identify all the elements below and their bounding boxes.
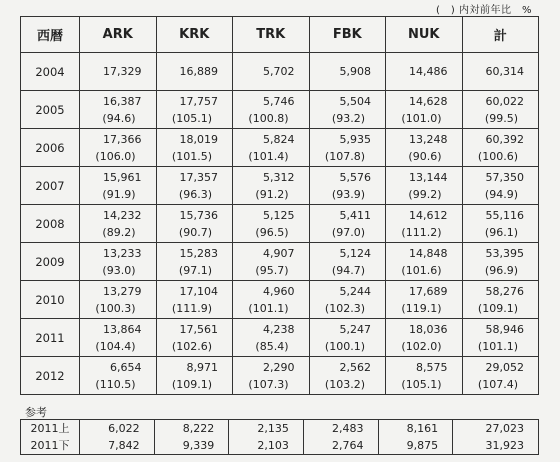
cell-value: 14,612	[409, 208, 448, 222]
cell-percent: (102.0)	[401, 339, 442, 353]
value-cell	[462, 357, 539, 395]
year-cell: 2004	[21, 53, 80, 91]
reference-value: 2,103	[257, 439, 289, 452]
header-trk: TRK	[233, 17, 310, 53]
cell-percent: (109.1)	[171, 377, 212, 391]
value-cell	[80, 319, 157, 357]
value-cell	[386, 281, 463, 319]
reference-table	[20, 419, 539, 455]
cell-percent: (96.9)	[484, 263, 518, 277]
header-row	[21, 17, 539, 53]
cell-value: 14,628	[409, 94, 448, 108]
cell-value: 17,689	[409, 284, 448, 298]
reference-value: 31,923	[485, 439, 524, 452]
cell-value: 58,276	[485, 284, 524, 298]
reference-value: 7,842	[108, 439, 140, 452]
cell-percent: (102.3)	[324, 301, 365, 315]
value-cell	[309, 91, 386, 129]
data-table	[20, 16, 539, 395]
year-cell: 2006	[21, 129, 80, 167]
value-cell	[80, 53, 157, 91]
reference-value: 9,875	[406, 439, 439, 452]
cell-percent: (107.4)	[477, 377, 518, 391]
reference-label: 参考	[25, 406, 47, 419]
cell-percent: (93.0)	[102, 263, 136, 277]
year-cell: 2010	[21, 281, 80, 319]
cell-percent: (101.4)	[248, 149, 289, 163]
value-cell	[233, 281, 310, 319]
cell-percent: (100.1)	[324, 339, 365, 353]
cell-value: 13,144	[409, 170, 448, 184]
cell-percent: (107.3)	[248, 377, 289, 391]
cell-percent: (110.5)	[95, 377, 136, 391]
cell-value: 17,561	[179, 322, 218, 336]
cell-value: 5,247	[339, 322, 371, 336]
cell-percent: (105.1)	[171, 111, 212, 125]
cell-percent: (90.7)	[178, 225, 212, 239]
reference-value: 8,222	[182, 422, 215, 435]
reference-cell-total	[453, 420, 539, 455]
value-cell	[233, 205, 310, 243]
table-row	[21, 243, 539, 281]
value-cell	[233, 167, 310, 205]
cell-value: 14,486	[409, 65, 448, 78]
cell-value: 2,290	[263, 360, 295, 374]
cell-value: 60,392	[485, 132, 524, 146]
value-cell	[462, 53, 539, 91]
cell-percent: (93.2)	[331, 111, 365, 125]
cell-value: 15,961	[103, 170, 142, 184]
cell-value: 17,357	[179, 170, 218, 184]
cell-value: 5,312	[263, 170, 295, 184]
reference-row	[21, 420, 539, 455]
reference-value: 2,483	[332, 422, 364, 435]
table-row	[21, 205, 539, 243]
header-year: 西暦	[21, 17, 80, 53]
reference-period: 2011下	[30, 439, 70, 452]
cell-value: 17,104	[179, 284, 218, 298]
cell-value: 4,960	[263, 284, 295, 298]
value-cell	[156, 205, 233, 243]
cell-percent: (94.7)	[331, 263, 365, 277]
cell-percent: (91.9)	[102, 187, 136, 201]
value-cell	[156, 167, 233, 205]
cell-percent: (101.0)	[401, 111, 442, 125]
cell-percent: (91.2)	[255, 187, 289, 201]
value-cell	[462, 167, 539, 205]
table-row	[21, 167, 539, 205]
cell-value: 5,746	[263, 94, 295, 108]
header-nuk: NUK	[386, 17, 463, 53]
table-row	[21, 319, 539, 357]
year-cell: 2011	[21, 319, 80, 357]
header-total: 計	[462, 17, 539, 53]
cell-percent: (97.0)	[331, 225, 365, 239]
value-cell	[462, 205, 539, 243]
value-cell	[309, 129, 386, 167]
reference-cell-ark	[80, 420, 155, 455]
cell-value: 14,232	[103, 208, 142, 222]
year-cell: 2008	[21, 205, 80, 243]
cell-percent: (97.1)	[178, 263, 212, 277]
cell-value: 18,019	[179, 132, 218, 146]
reference-cell-trk	[229, 420, 304, 455]
cell-percent: (100.6)	[477, 149, 518, 163]
cell-percent: (100.8)	[248, 111, 289, 125]
cell-percent: (119.1)	[401, 301, 442, 315]
table-row	[21, 129, 539, 167]
reference-value: 2,764	[332, 439, 364, 452]
value-cell	[386, 205, 463, 243]
value-cell	[80, 129, 157, 167]
cell-percent: (93.9)	[331, 187, 365, 201]
cell-value: 29,052	[485, 360, 524, 374]
reference-value: 2,135	[257, 422, 289, 435]
value-cell	[233, 319, 310, 357]
value-cell	[233, 357, 310, 395]
cell-value: 5,824	[263, 132, 295, 146]
value-cell	[233, 91, 310, 129]
cell-value: 5,124	[339, 246, 371, 260]
cell-value: 5,702	[263, 65, 295, 78]
cell-value: 18,036	[409, 322, 448, 336]
cell-value: 6,654	[110, 360, 142, 374]
cell-value: 4,238	[263, 322, 295, 336]
cell-percent: (109.1)	[477, 301, 518, 315]
header-krk: KRK	[156, 17, 233, 53]
cell-percent: (100.3)	[95, 301, 136, 315]
cell-value: 58,946	[485, 322, 524, 336]
value-cell	[156, 53, 233, 91]
value-cell	[80, 167, 157, 205]
value-cell	[386, 129, 463, 167]
cell-percent: (96.3)	[178, 187, 212, 201]
cell-value: 13,864	[103, 322, 142, 336]
value-cell	[80, 91, 157, 129]
cell-value: 17,757	[179, 94, 218, 108]
cell-value: 60,314	[485, 65, 524, 78]
value-cell	[156, 129, 233, 167]
cell-percent: (95.7)	[255, 263, 289, 277]
value-cell	[462, 243, 539, 281]
year-cell: 2007	[21, 167, 80, 205]
cell-value: 5,576	[339, 170, 371, 184]
value-cell	[156, 357, 233, 395]
cell-percent: (90.6)	[408, 149, 442, 163]
cell-percent: (111.9)	[171, 301, 212, 315]
value-cell	[386, 53, 463, 91]
value-cell	[386, 167, 463, 205]
percent-note: ( ) 内対前年比 %	[436, 5, 532, 16]
cell-value: 5,411	[339, 208, 371, 222]
reference-value: 27,023	[485, 422, 524, 435]
reference-period-cell	[21, 420, 80, 455]
cell-percent: (101.1)	[248, 301, 289, 315]
cell-value: 5,504	[339, 94, 371, 108]
cell-value: 14,848	[409, 246, 448, 260]
reference-cell-fbk	[303, 420, 378, 455]
cell-percent: (96.1)	[484, 225, 518, 239]
cell-percent: (101.1)	[477, 339, 518, 353]
cell-percent: (101.5)	[171, 149, 212, 163]
cell-value: 5,125	[263, 208, 295, 222]
value-cell	[233, 243, 310, 281]
cell-percent: (89.2)	[102, 225, 136, 239]
value-cell	[386, 357, 463, 395]
reference-value: 9,339	[182, 439, 215, 452]
value-cell	[462, 129, 539, 167]
cell-percent: (106.0)	[95, 149, 136, 163]
value-cell	[156, 281, 233, 319]
cell-value: 17,366	[103, 132, 142, 146]
value-cell	[462, 281, 539, 319]
value-cell	[309, 243, 386, 281]
cell-percent: (111.2)	[401, 225, 442, 239]
cell-value: 16,387	[103, 94, 142, 108]
value-cell	[309, 167, 386, 205]
cell-value: 13,279	[103, 284, 142, 298]
year-cell: 2005	[21, 91, 80, 129]
reference-cell-krk	[154, 420, 229, 455]
cell-value: 13,233	[103, 246, 142, 260]
value-cell	[309, 357, 386, 395]
year-cell: 2009	[21, 243, 80, 281]
cell-percent: (96.5)	[255, 225, 289, 239]
value-cell	[233, 53, 310, 91]
reference-period: 2011上	[30, 422, 70, 435]
value-cell	[386, 243, 463, 281]
cell-percent: (94.6)	[102, 111, 136, 125]
value-cell	[156, 319, 233, 357]
cell-percent: (102.6)	[171, 339, 212, 353]
reference-value: 8,161	[406, 422, 439, 435]
header-fbk: FBK	[309, 17, 386, 53]
cell-value: 2,562	[339, 360, 371, 374]
cell-percent: (105.1)	[401, 377, 442, 391]
year-cell: 2012	[21, 357, 80, 395]
cell-value: 8,971	[186, 360, 218, 374]
table-row	[21, 357, 539, 395]
table-body	[21, 53, 539, 395]
cell-value: 15,283	[179, 246, 218, 260]
table-row	[21, 91, 539, 129]
value-cell	[156, 91, 233, 129]
cell-value: 60,022	[485, 94, 524, 108]
value-cell	[309, 205, 386, 243]
value-cell	[462, 319, 539, 357]
header-ark: ARK	[80, 17, 157, 53]
reference-value: 6,022	[108, 422, 140, 435]
table-row	[21, 53, 539, 91]
cell-value: 53,395	[485, 246, 524, 260]
cell-percent: (103.2)	[324, 377, 365, 391]
cell-percent: (85.4)	[255, 339, 289, 353]
cell-percent: (99.2)	[408, 187, 442, 201]
cell-percent: (104.4)	[95, 339, 136, 353]
value-cell	[80, 243, 157, 281]
cell-percent: (107.8)	[324, 149, 365, 163]
value-cell	[309, 53, 386, 91]
cell-value: 5,935	[339, 132, 371, 146]
reference-cell-nuk	[378, 420, 453, 455]
value-cell	[386, 319, 463, 357]
cell-value: 15,736	[179, 208, 218, 222]
value-cell	[309, 319, 386, 357]
value-cell	[80, 357, 157, 395]
cell-value: 57,350	[485, 170, 524, 184]
value-cell	[80, 281, 157, 319]
cell-value: 5,908	[339, 65, 371, 78]
value-cell	[156, 243, 233, 281]
cell-value: 8,575	[416, 360, 448, 374]
value-cell	[386, 91, 463, 129]
cell-value: 13,248	[409, 132, 448, 146]
value-cell	[233, 129, 310, 167]
value-cell	[80, 205, 157, 243]
value-cell	[462, 91, 539, 129]
value-cell	[309, 281, 386, 319]
table-row	[21, 281, 539, 319]
cell-value: 4,907	[263, 246, 295, 260]
cell-value: 17,329	[103, 65, 142, 78]
cell-percent: (99.5)	[484, 111, 518, 125]
cell-percent: (94.9)	[484, 187, 518, 201]
cell-value: 5,244	[339, 284, 371, 298]
cell-percent: (101.6)	[401, 263, 442, 277]
cell-value: 55,116	[485, 208, 524, 222]
cell-value: 16,889	[179, 65, 218, 78]
